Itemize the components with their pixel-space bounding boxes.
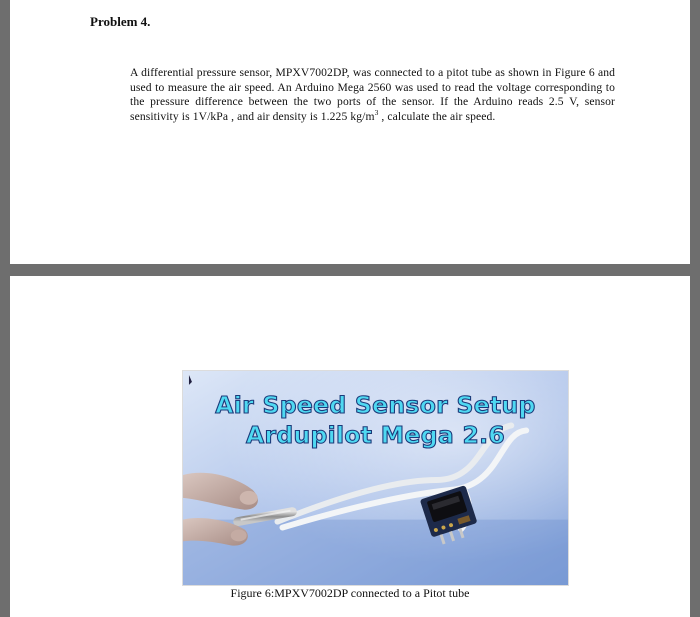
photo-title-line-2: Ardupilot Mega 2.6 <box>245 421 506 449</box>
figure-caption-text: MPXV7002DP connected to a Pitot tube <box>274 586 470 600</box>
document-page-2 <box>10 276 690 617</box>
document-page-1 <box>10 0 690 264</box>
photo-title-line-1: Air Speed Sensor Setup <box>215 391 536 419</box>
problem-heading: Problem 4. <box>90 14 151 29</box>
problem-statement-superscript: 3 <box>374 107 379 117</box>
problem-statement-text-end: , calculate the air speed. <box>378 109 496 123</box>
figure-caption <box>10 586 690 601</box>
figure-caption-label: Figure 6: <box>230 586 275 600</box>
problem-statement-text: A differential pressure sensor, MPXV7002DP, was connected to a pitot tube as shown in Figure 6 and used to measure the air speed. An Arduino Mega 2560 was used to read the voltage corresponding to the pressure difference between the two ports of the sensor. If the Arduino reads 2.5 V, sensor sensitivity is 1V/kPa , and air density is 1.225 kg/m <box>130 66 615 123</box>
problem-statement <box>130 66 615 124</box>
figure-6-image <box>182 370 569 586</box>
